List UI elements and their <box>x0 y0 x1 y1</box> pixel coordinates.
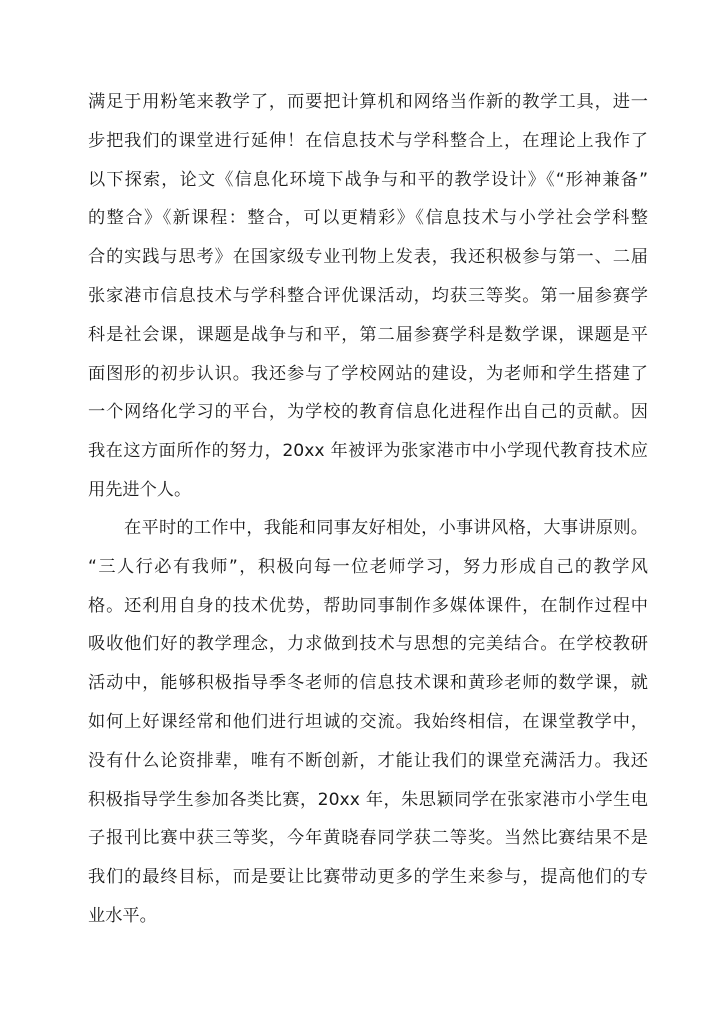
text-line: 子报刊比赛中获三等奖，今年黄晓春同学获二等奖。当然比赛结果不是 <box>88 828 648 849</box>
text-line: 的整合》《新课程：整合，可以更精彩》《信息技术与小学社会学科整 <box>88 208 648 229</box>
text-line: 面图形的初步认识。我还参与了学校网站的建设，为老师和学生搭建了 <box>88 363 648 384</box>
text-line: 一个网络化学习的平台，为学校的教育信息化进程作出自己的贡献。因 <box>88 402 648 423</box>
text-line: 没有什么论资排辈，唯有不断创新，才能让我们的课堂充满活力。我还 <box>88 750 648 771</box>
text-line: 科是社会课，课题是战争与和平，第二届参赛学科是数学课，课题是平 <box>88 324 648 345</box>
text-line: 格。还利用自身的技术优势，帮助同事制作多媒体课件，在制作过程中 <box>88 595 648 616</box>
text-line: 如何上好课经常和他们进行坦诚的交流。我始终相信，在课堂教学中， <box>88 711 648 732</box>
paragraph-2 <box>88 509 648 936</box>
text-line: “三人行必有我师”，积极向每一位老师学习，努力形成自己的教学风 <box>88 556 648 577</box>
text-line: 步把我们的课堂进行延伸！在信息技术与学科整合上，在理论上我作了 <box>88 130 648 151</box>
text-line: 活动中，能够积极指导季冬老师的信息技术课和黄珍老师的数学课，就 <box>88 673 648 694</box>
text-line: 合的实践与思考》在国家级专业刊物上发表，我还积极参与第一、二届 <box>88 247 648 268</box>
text-line: 在平时的工作中，我能和同事友好相处，小事讲风格，大事讲原则。 <box>124 518 648 538</box>
text-line: 积极指导学生参加各类比赛，20xx 年，朱思颖同学在张家港市小学生电 <box>88 789 648 810</box>
text-line: 张家港市信息技术与学科整合评优课活动，均获三等奖。第一届参赛学 <box>88 285 648 306</box>
text-line: 满足于用粉笔来教学了，而要把计算机和网络当作新的教学工具，进一 <box>88 92 648 112</box>
text-line: 吸收他们好的教学理念，力求做到技术与思想的完美结合。在学校教研 <box>88 634 648 655</box>
paragraph-1 <box>88 83 648 510</box>
text-line: 用先进个人。 <box>88 479 192 500</box>
text-line: 我在这方面所作的努力，20xx 年被评为张家港市中小学现代教育技术应 <box>88 441 648 462</box>
text-line: 我们的最终目标，而是要让比赛带动更多的学生来参与，提高他们的专 <box>88 867 648 888</box>
text-line: 以下探索，论文《信息化环境下战争与和平的教学设计》《“形神兼备” <box>88 169 648 190</box>
text-line: 业水平。 <box>88 905 157 926</box>
